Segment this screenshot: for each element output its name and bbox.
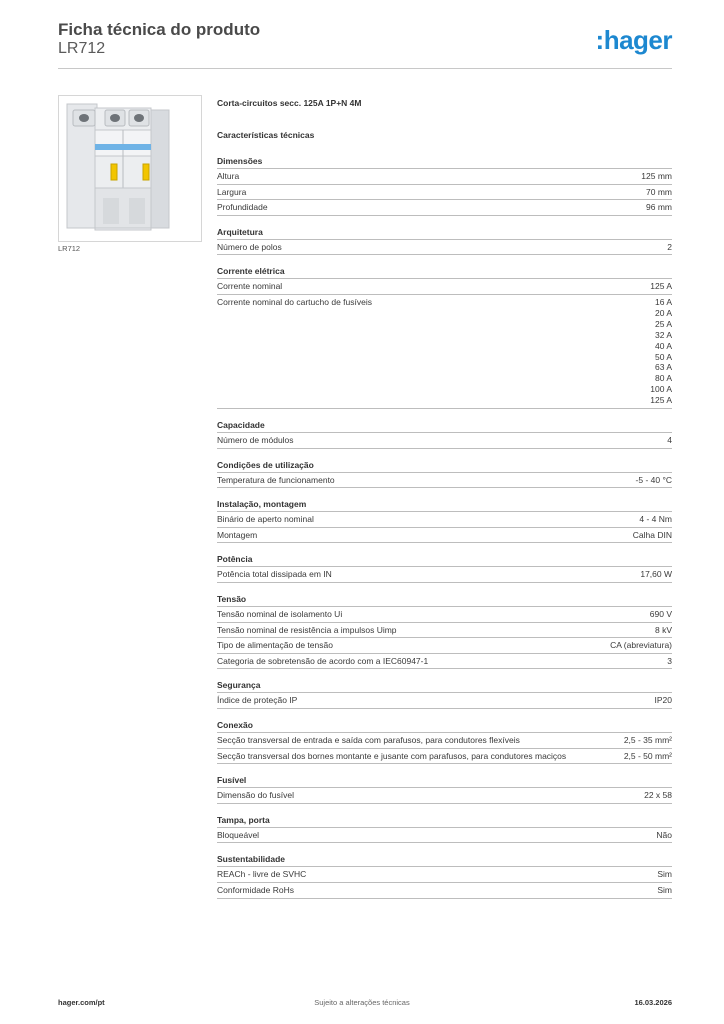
spec-row <box>217 788 672 804</box>
spec-row <box>217 567 672 583</box>
spec-row <box>217 200 672 216</box>
spec-label: Tipo de alimentação de tensão <box>217 640 333 651</box>
hager-logo: :hager <box>595 25 672 55</box>
spec-value: 125 A <box>650 281 672 292</box>
header-divider <box>58 68 672 69</box>
section-title: Capacidade <box>217 419 672 433</box>
spec-value: 3 <box>667 655 672 666</box>
section-title: Conexão <box>217 719 672 733</box>
spec-row <box>217 185 672 201</box>
section-title: Corrente elétrica <box>217 265 672 279</box>
spec-row <box>217 883 672 899</box>
section-title: Tensão <box>217 593 672 607</box>
spec-value: 96 mm <box>646 202 672 213</box>
spec-row <box>217 433 672 449</box>
spec-value: 70 mm <box>646 186 672 197</box>
image-caption: LR712 <box>58 244 81 253</box>
spec-label: Profundidade <box>217 202 268 213</box>
footer-website: hager.com/pt <box>58 998 105 1007</box>
spec-label: Secção transversal de entrada e saída com parafusos, para condutores flexíveis <box>217 734 520 745</box>
spec-value: 8 kV <box>654 624 672 635</box>
spec-row <box>217 240 672 256</box>
spec-label: Secção transversal dos bornes montante e jusante com parafusos, para condutores maciços <box>217 750 567 761</box>
section-title: Fusível <box>217 774 672 788</box>
spec-label: Binário de aperto nominal <box>217 514 314 525</box>
spec-value-item: 16 A <box>654 296 672 307</box>
spec-value: 4 - 4 Nm <box>639 514 672 525</box>
spec-label: Categoria de sobretensão de acordo com a IEC60947-1 <box>217 655 429 666</box>
spec-label: Conformidade RoHs <box>217 884 295 895</box>
spec-value: 22 x 58 <box>644 790 672 801</box>
spec-row <box>217 693 672 709</box>
spec-section <box>217 155 672 216</box>
spec-value-item: 80 A <box>654 373 672 384</box>
spec-label: Bloqueável <box>217 829 260 840</box>
spec-value-item: 50 A <box>654 351 672 362</box>
spec-label: Montagem <box>217 529 258 540</box>
section-title: Segurança <box>217 679 672 693</box>
footer-date: 16.03.2026 <box>634 998 672 1007</box>
spec-value: 125 mm <box>641 171 672 181</box>
spec-row <box>217 828 672 844</box>
spec-value-item: 32 A <box>654 329 672 340</box>
spec-label: Largura <box>217 186 247 197</box>
spec-value: Sim <box>657 869 672 880</box>
section-title: Dimensões <box>217 155 672 169</box>
section-title: Instalação, montagem <box>217 498 672 512</box>
spec-value-item: 125 A <box>650 395 672 406</box>
spec-row <box>217 279 672 295</box>
spec-section <box>217 814 672 844</box>
spec-section <box>217 459 672 489</box>
spec-value-item: 25 A <box>654 318 672 329</box>
spec-value-item: 100 A <box>650 384 672 395</box>
spec-row <box>217 623 672 639</box>
spec-value: IP20 <box>654 695 672 706</box>
spec-value: Sim <box>657 884 672 895</box>
section-title: Potência <box>217 553 672 567</box>
spec-label: Altura <box>217 171 240 181</box>
spec-label: Índice de proteção IP <box>217 695 298 706</box>
spec-section <box>217 553 672 583</box>
characteristics-heading: Características técnicas <box>217 130 315 140</box>
spec-value: CA (abreviatura) <box>610 640 672 651</box>
spec-label: Número de módulos <box>217 435 294 446</box>
spec-value-item: 20 A <box>654 307 672 318</box>
spec-value-item: 63 A <box>654 362 672 373</box>
spec-section <box>217 774 672 804</box>
spec-label: Corrente nominal do cartucho de fusíveis <box>217 296 372 307</box>
spec-sheet <box>217 96 672 909</box>
spec-row <box>217 733 672 749</box>
spec-sections <box>217 155 672 899</box>
spec-value: 17,60 W <box>640 569 672 580</box>
page-title: Ficha técnica do produto <box>58 20 261 39</box>
spec-label: Tensão nominal de isolamento Ui <box>217 609 343 619</box>
spec-section <box>217 226 672 256</box>
footer-notice: Sujeito a alterações técnicas <box>314 998 410 1007</box>
spec-value: 2 <box>667 241 672 252</box>
spec-value: Não <box>656 829 672 840</box>
spec-section <box>217 419 672 449</box>
spec-section <box>217 498 672 543</box>
spec-row <box>217 473 672 489</box>
spec-label: Tensão nominal de resistência a impulsos Uimp <box>217 624 397 635</box>
spec-value-item: 40 A <box>654 340 672 351</box>
section-title: Sustentabilidade <box>217 853 672 867</box>
spec-section <box>217 853 672 898</box>
section-title: Tampa, porta <box>217 814 672 828</box>
section-title: Arquitetura <box>217 226 672 240</box>
spec-row <box>217 638 672 654</box>
spec-label: Número de polos <box>217 241 282 252</box>
spec-label: Corrente nominal <box>217 281 283 292</box>
product-title: Corta-circuitos secc. 125A 1P+N 4M <box>217 98 362 108</box>
spec-value: 2,5 - 50 mm² <box>623 750 672 761</box>
spec-section <box>217 265 672 409</box>
product-reference: LR712 <box>58 40 106 57</box>
spec-value: 2,5 - 35 mm² <box>623 734 672 745</box>
spec-label: Dimensão do fusível <box>217 790 295 801</box>
spec-row <box>217 867 672 883</box>
spec-row <box>217 512 672 528</box>
section-title: Condições de utilização <box>217 459 672 473</box>
spec-section <box>217 593 672 669</box>
spec-label: Temperatura de funcionamento <box>217 474 335 485</box>
spec-section <box>217 719 672 764</box>
spec-section <box>217 679 672 709</box>
spec-value: 690 V <box>649 609 672 619</box>
spec-row <box>217 654 672 670</box>
spec-row <box>217 749 672 765</box>
spec-value <box>650 297 672 406</box>
spec-value: 4 <box>667 435 672 446</box>
product-image <box>58 95 202 242</box>
fuse-holder-illustration <box>59 96 201 241</box>
spec-value: Calha DIN <box>632 529 672 540</box>
spec-row <box>217 169 672 185</box>
spec-row <box>217 528 672 544</box>
spec-row <box>217 295 672 409</box>
spec-value: -5 - 40 °C <box>635 474 672 485</box>
spec-label: Potência total dissipada em IN <box>217 569 332 580</box>
spec-label: REACh - livre de SVHC <box>217 869 307 880</box>
spec-row <box>217 607 672 623</box>
